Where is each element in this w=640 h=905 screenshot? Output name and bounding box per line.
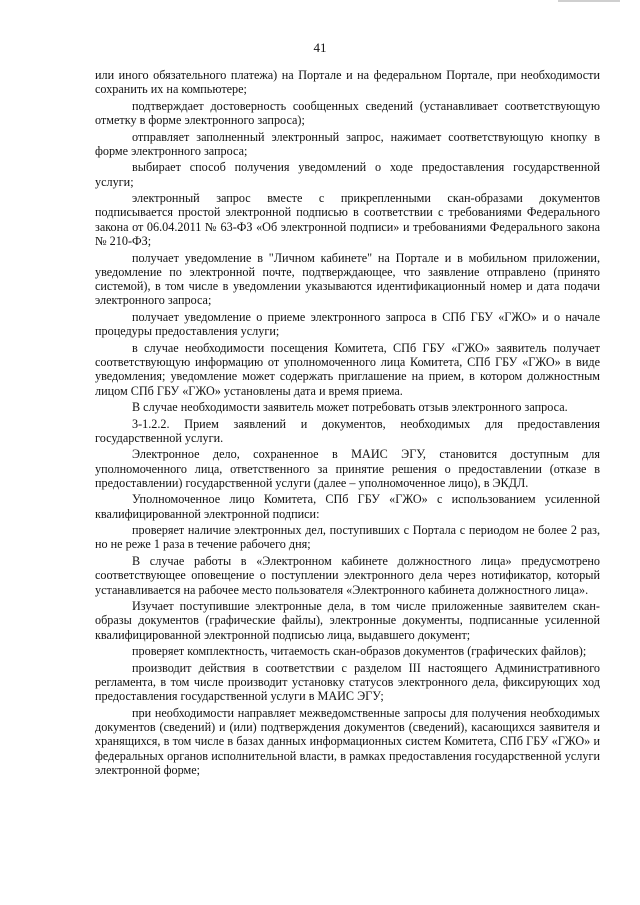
paragraph: при необходимости направляет межведомственные запросы для получения необходимых документов (сведений) и (или) подтверждения документов (сведений), касающихся заявителя и хранящихся, в том числе в базах данных информационных систем Комитета, СПб ГБУ «ГЖО» и федеральных органов исполнительной власти, в рамках предоставления государственной услуги электронной форме; <box>95 705 600 777</box>
paragraph: производит действия в соответствии с разделом III настоящего Административного регламента, в том числе производит установку статусов электронного дела, фиксирующих ход предоставления государственной услуги в МАИС ЭГУ; <box>95 660 600 704</box>
paragraph: получает уведомление в "Личном кабинете" на Портале и в мобильном приложении, уведомление по электронной почте, подтверждающее, что заявление отправлено (принято системой), в том числе в уведомлении указываются идентификационный номер и дата подачи электронного запроса; <box>95 250 600 308</box>
paragraph: Уполномоченное лицо Комитета, СПб ГБУ «ГЖО» с использованием усиленной квалифицированной электронной подписи: <box>95 492 600 521</box>
paragraph: В случае работы в «Электронном кабинете должностного лица» предусмотрено соответствующее оповещение о поступлении электронного дела через нотификатор, который устанавливается на рабочее место пользователя «Электронного кабинета должностного лица». <box>95 553 600 597</box>
corner-scan-mark <box>558 0 620 2</box>
paragraph: выбирает способ получения уведомлений о ходе предоставления государственной услуги; <box>95 160 600 189</box>
document-body <box>95 68 600 779</box>
paragraph: В случае необходимости заявитель может потребовать отзыв электронного запроса. <box>132 400 568 415</box>
section-heading: 3-1.2.2. Прием заявлений и документов, необходимых для предоставления государственной услуги. <box>95 416 600 445</box>
paragraph: проверяет комплектность, читаемость скан-образов документов (графических файлов); <box>132 644 587 659</box>
page-number: 41 <box>313 40 327 55</box>
paragraph: отправляет заполненный электронный запрос, нажимает соответствующую кнопку в форме электронного запроса; <box>95 129 600 158</box>
paragraph: Электронное дело, сохраненное в МАИС ЭГУ, становится доступным для уполномоченного лица, ответственного за принятие решения о предоставлении (отказе в предоставлении) государственной услуги (далее – уполномоченное лицо), в ЭКДЛ. <box>95 447 600 490</box>
paragraph: подтверждает достоверность сообщенных сведений (устанавливает соответствующую отметку в форме электронного запроса); <box>95 98 600 128</box>
paragraph: или иного обязательного платежа) на Портале и на федеральном Портале, при необходимости сохранить их на компьютере; <box>95 68 600 97</box>
paragraph: в случае необходимости посещения Комитета, СПб ГБУ «ГЖО» заявитель получает соответствующую информацию от уполномоченного лица Комитета, СПб ГБУ «ГЖО» в виде уведомления; уведомление может содержать приглашение на прием, в котором должностным лицом СПб ГБУ «ГЖО» установлены дата и время приема. <box>95 340 600 398</box>
paragraph: проверяет наличие электронных дел, поступивших с Портала с периодом не более 2 раз, но не реже 1 раза в течение рабочего дня; <box>95 523 600 552</box>
paragraph: электронный запрос вместе с прикрепленными скан-образами документов подписывается простой электронной подписью в соответствии с требованиями Федерального закона от 06.04.2011 № 63-ФЗ «Об электронной подписи» и требованиями Федерального закона № 210-ФЗ; <box>95 191 600 249</box>
paragraph: получает уведомление о приеме электронного запроса в СПб ГБУ «ГЖО» и о начале процедуры предоставления услуги; <box>95 309 600 339</box>
paragraph: Изучает поступившие электронные дела, в том числе приложенные заявителем скан-образы документов (графические файлы), электронные документы, подписанные усиленной квалифицированной электронной подписью лица, выдавшего документ; <box>95 599 600 642</box>
